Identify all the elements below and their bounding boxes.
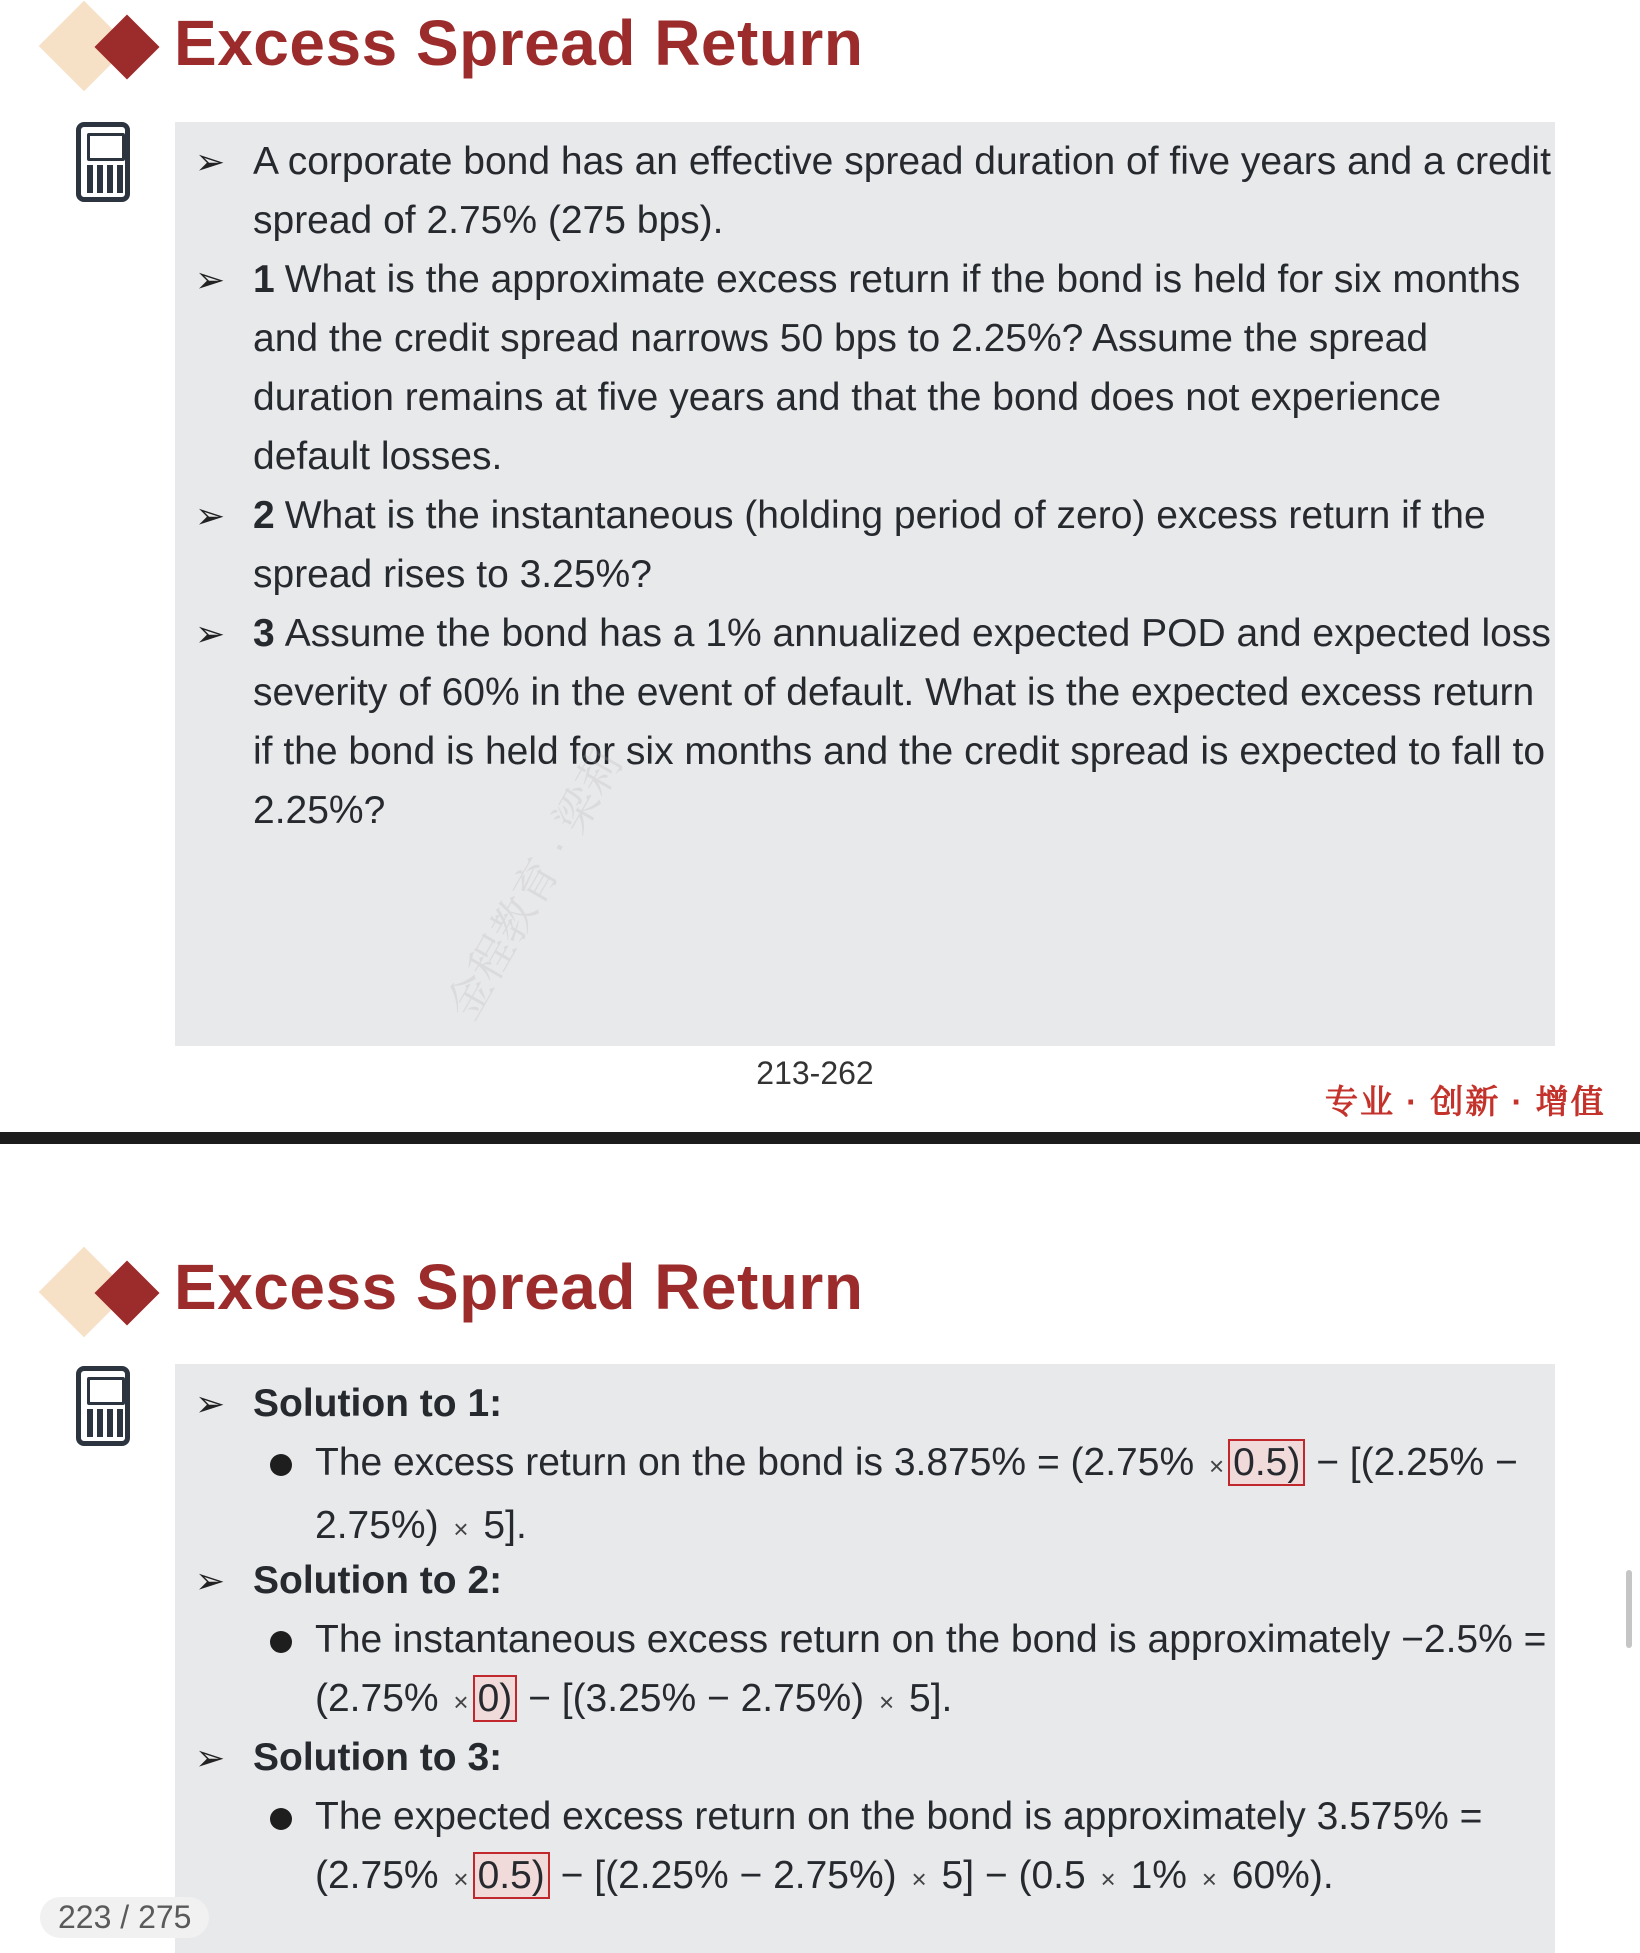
bullet-dot-icon xyxy=(270,1454,292,1476)
intro-text: A corporate bond has an effective spread duration of five years and a credit spread of 2.75% (275 bps). xyxy=(253,140,1551,242)
solution-heading: ➢ Solution to 1: xyxy=(195,1374,1555,1433)
solution-bullet xyxy=(270,1787,1555,1909)
question-number: 2 xyxy=(253,494,275,537)
watermark: 金程教育 · 梁莉 xyxy=(438,740,633,1028)
page-reference: 213-262 xyxy=(756,1055,874,1091)
question-text: Assume the bond has a 1% annualized expected POD and expected loss severity of 60% in the event of default. What is the expected excess return if the bond is held for six months and the credit spread is expected to fall to 2.25%? xyxy=(253,612,1551,832)
slide-title: Excess Spread Return xyxy=(174,7,864,79)
highlighted-factor: 0.5) xyxy=(1228,1439,1305,1486)
arrow-bullet-icon: ➢ xyxy=(195,259,226,300)
bullet-dot-icon xyxy=(270,1808,292,1830)
solution-heading: ➢ Solution to 2: xyxy=(195,1551,1555,1610)
solution-bullet xyxy=(270,1433,1555,1559)
arrow-bullet-icon: ➢ xyxy=(195,1383,226,1424)
arrow-bullet-icon: ➢ xyxy=(195,141,226,182)
highlighted-factor: 0) xyxy=(473,1675,518,1722)
calculator-icon xyxy=(76,122,130,202)
intro-item xyxy=(195,132,1555,250)
solution-heading: ➢ Solution to 3: xyxy=(195,1728,1555,1787)
slogan: 专业 · 创新 · 增值 xyxy=(1325,1083,1606,1120)
solution-bullet xyxy=(270,1610,1555,1732)
question-number: 3 xyxy=(253,612,275,655)
question-item xyxy=(195,250,1555,486)
question-text: What is the approximate excess return if the bond is held for six months and the credit spread narrows 50 bps to 2.25%? Assume the spread duration remains at five years and that the bond does not experience default losses. xyxy=(253,258,1521,478)
page-indicator: 223 / 275 xyxy=(40,1897,209,1938)
scrollbar[interactable] xyxy=(1626,1570,1632,1648)
arrow-bullet-icon: ➢ xyxy=(195,1737,226,1778)
slide-title: Excess Spread Return xyxy=(174,1251,864,1323)
question-text: What is the instantaneous (holding period of zero) excess return if the spread rises to 3.25%? xyxy=(253,494,1486,596)
solution-text: The excess return on the bond is 3.875% = (2.75% × 0.5) − [(2.25% − 2.75%) × 5]. xyxy=(315,1441,1518,1547)
solution-text: The expected excess return on the bond is approximately 3.575% = (2.75% × 0.5) − [(2.25% − 2.75%) × 5] − (0.5 × 1% × 60%). xyxy=(315,1795,1483,1897)
highlighted-factor: 0.5) xyxy=(473,1852,550,1899)
question-panel xyxy=(175,122,1555,1046)
arrow-bullet-icon: ➢ xyxy=(195,613,226,654)
calculator-icon xyxy=(76,1366,130,1446)
slide-divider xyxy=(0,1132,1640,1144)
question-item xyxy=(195,486,1555,604)
solution-panel xyxy=(175,1364,1555,1953)
question-number: 1 xyxy=(253,258,275,301)
arrow-bullet-icon: ➢ xyxy=(195,1560,226,1601)
bullet-dot-icon xyxy=(270,1631,292,1653)
arrow-bullet-icon: ➢ xyxy=(195,495,226,536)
slide-2 xyxy=(0,1144,1640,1953)
solution-text: The instantaneous excess return on the bond is approximately −2.5% = (2.75% × 0) − [(3.25% − 2.75%) × 5]. xyxy=(315,1618,1547,1720)
question-item xyxy=(195,604,1555,840)
